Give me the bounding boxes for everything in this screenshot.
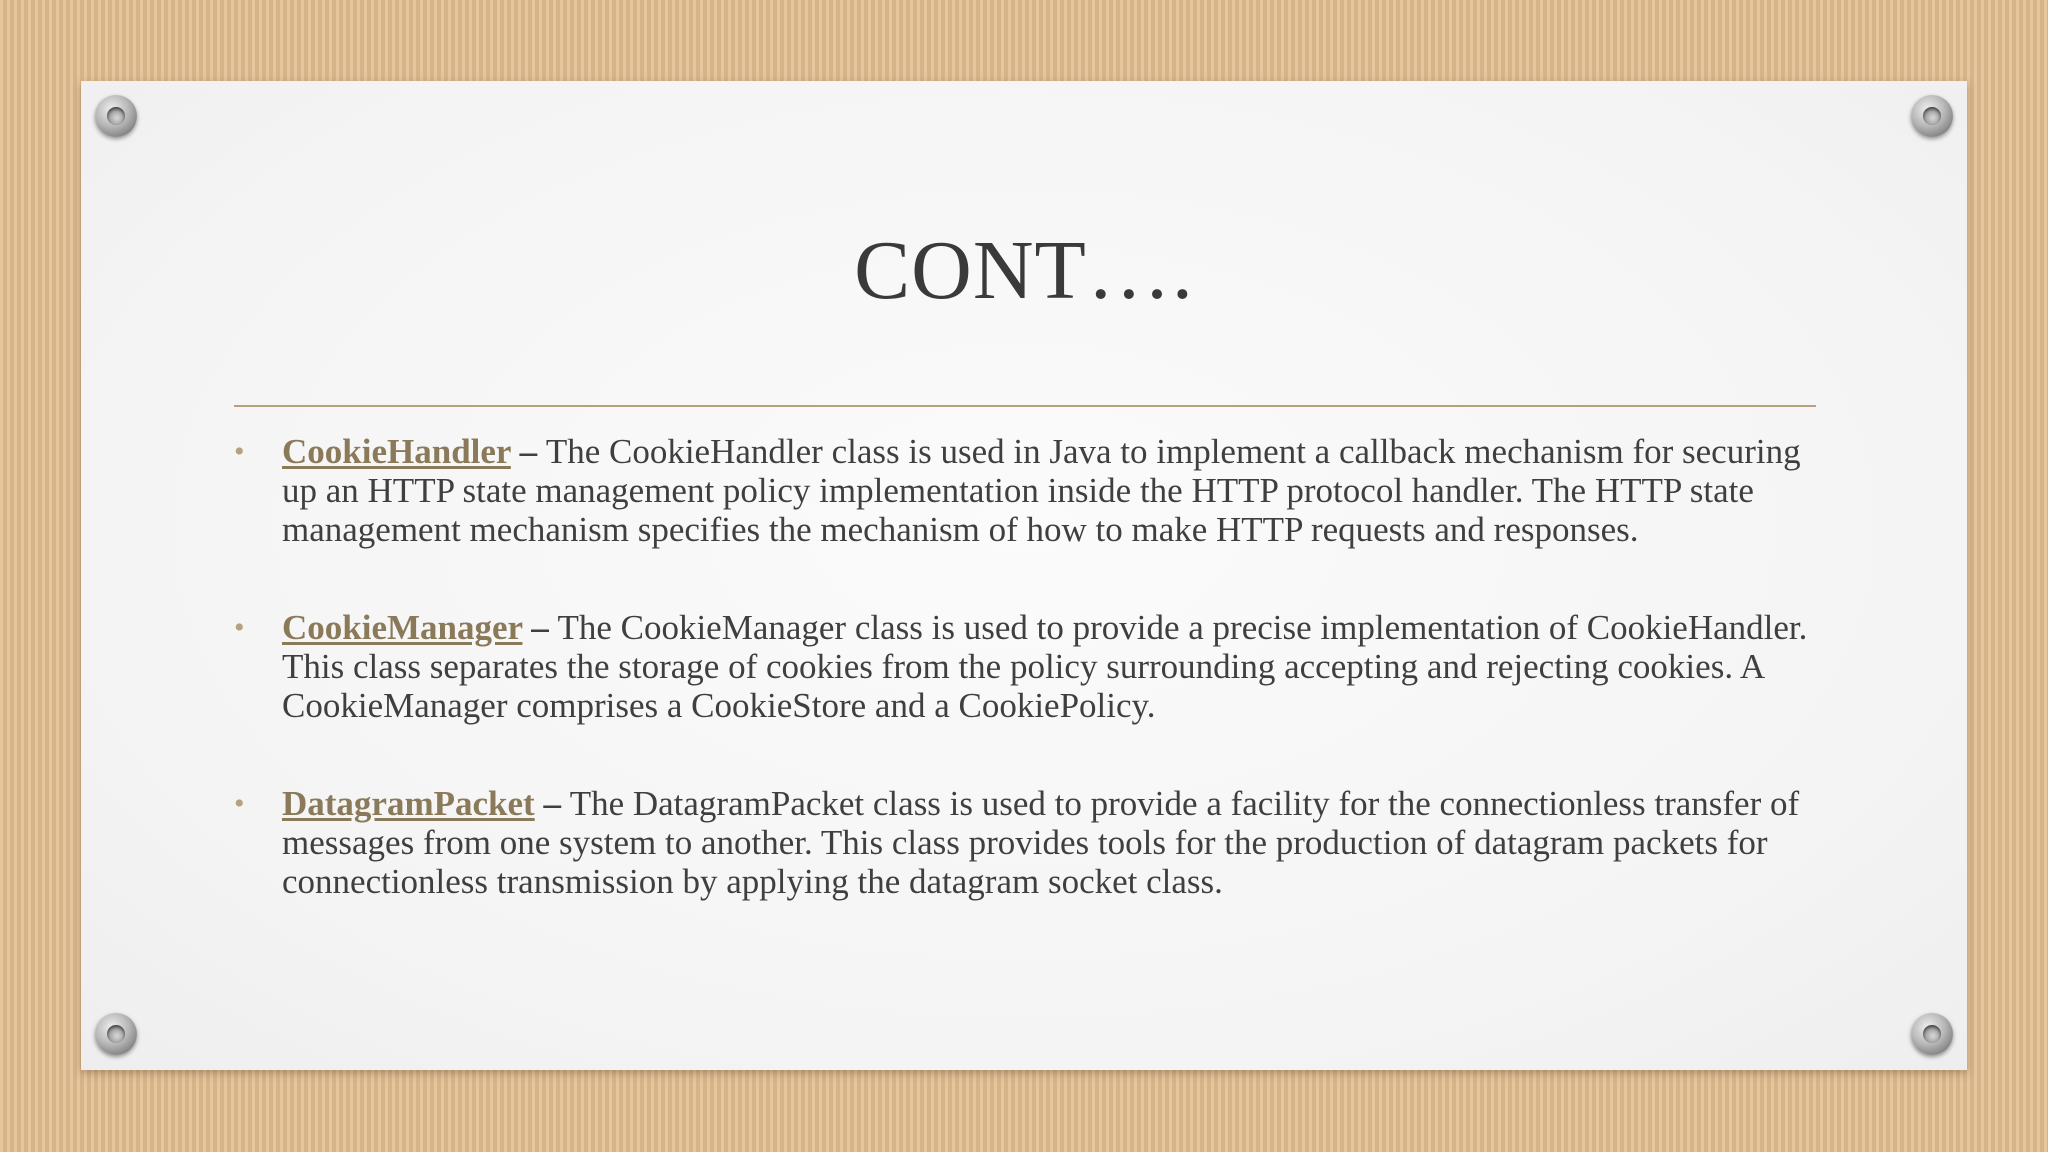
list-item — [234, 608, 1834, 725]
title-divider — [234, 405, 1816, 407]
list-item — [234, 784, 1834, 901]
bullet-icon: • — [234, 611, 245, 644]
grommet-icon — [1911, 1013, 1953, 1055]
term-link-cookiemanager[interactable]: CookieManager — [282, 608, 523, 647]
bullet-text: The DatagramPacket class is used to provide a facility for the connectionless transfer of messages from one system to another. This class provides tools for the production of datagram packets for connectionless transmission by applying the datagram socket class. — [282, 784, 1800, 901]
bullet-text: The CookieHandler class is used in Java to implement a callback mechanism for securing up an HTTP state management policy implementation inside the HTTP protocol handler. The HTTP state management mechanism specifies the mechanism of how to make HTTP requests and responses. — [282, 432, 1801, 549]
term-link-cookiehandler[interactable]: CookieHandler — [282, 432, 511, 471]
grommet-icon — [95, 95, 137, 137]
grommet-icon — [95, 1013, 137, 1055]
term-separator: – — [534, 784, 570, 823]
bullet-list — [234, 432, 1834, 960]
term-separator: – — [522, 608, 558, 647]
list-item — [234, 432, 1834, 549]
slide-title: CONT…. — [854, 224, 1194, 317]
term-link-datagrampacket[interactable]: DatagramPacket — [282, 784, 535, 823]
bullet-text: The CookieManager class is used to provide a precise implementation of CookieHandler. This class separates the storage of cookies from the policy surrounding accepting and rejecting cookies. A CookieManager comprises a CookieStore and a CookiePolicy. — [282, 608, 1808, 725]
bullet-icon: • — [234, 787, 245, 820]
bullet-icon: • — [234, 435, 245, 468]
grommet-icon — [1911, 95, 1953, 137]
term-separator: – — [510, 432, 546, 471]
